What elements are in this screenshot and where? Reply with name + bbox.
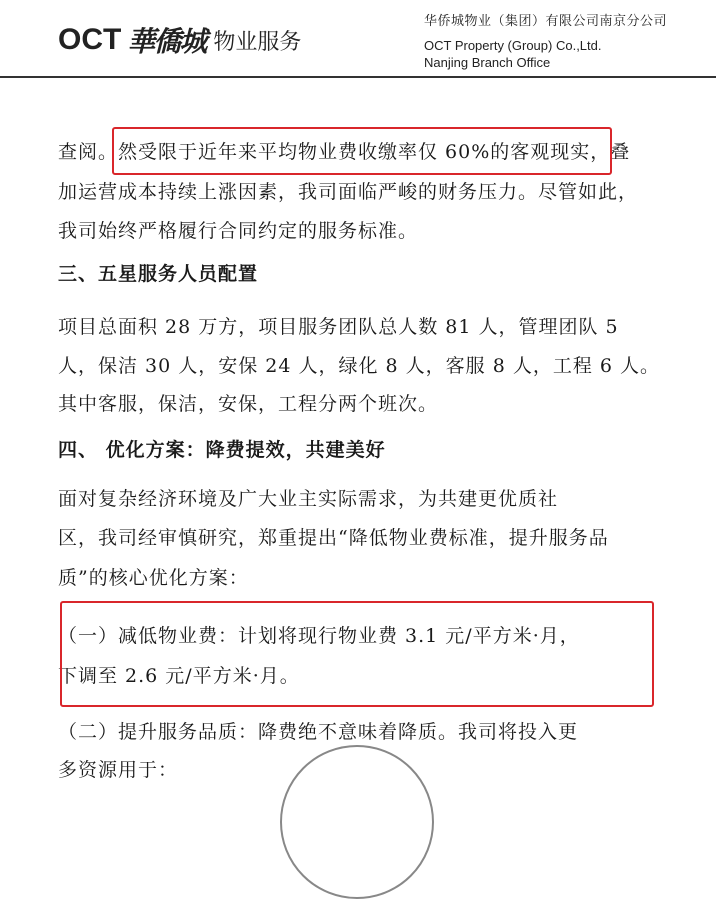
body-line-15: 多资源用于： xyxy=(58,759,179,781)
body-line-1: 查阅。然受限于近年来平均物业费收缴率仅 60%的客观现实，叠 xyxy=(58,141,631,163)
logo-oct-text: OCT xyxy=(58,23,122,56)
company-name-en: OCT Property (Group) Co.,Ltd. xyxy=(424,38,602,53)
body-line-5: 项目总面积 28 万方，项目服务团队总人数 81 人，管理团队 5 xyxy=(58,316,619,338)
highlight-box-collection-rate xyxy=(112,127,612,175)
header-divider xyxy=(0,76,716,78)
body-line-10: 区，我司经审慎研究，郑重提出“降低物业费标准，提升服务品 xyxy=(58,527,609,549)
company-logo xyxy=(58,20,301,60)
seal-stamp xyxy=(280,745,434,899)
body-line-11: 质”的核心优化方案： xyxy=(58,567,249,589)
company-name-cn: 华侨城物业（集团）有限公司南京分公司 xyxy=(424,14,668,29)
logo-brush-text: 華僑城 xyxy=(127,25,206,58)
company-branch-en: Nanjing Branch Office xyxy=(424,55,551,70)
section-heading-3: 三、五星服务人员配置 xyxy=(58,263,259,285)
body-line-12: （一）减低物业费：计划将现行物业费 3.1 元/平方米·月， xyxy=(58,625,580,647)
letterhead xyxy=(0,0,716,80)
body-line-14: （二）提升服务品质：降费绝不意味着降质。我司将投入更 xyxy=(58,721,579,743)
section-heading-4: 四、 优化方案：降费提效，共建美好 xyxy=(58,439,386,461)
body-line-9: 面对复杂经济环境及广大业主实际需求，为共建更优质社 xyxy=(58,488,559,510)
body-line-13: 下调至 2.6 元/平方米·月。 xyxy=(58,665,300,687)
body-line-7: 其中客服，保洁，安保，工程分两个班次。 xyxy=(58,393,439,415)
body-line-6: 人，保洁 30 人，安保 24 人，绿化 8 人，客服 8 人，工程 6 人。 xyxy=(58,355,661,377)
body-line-2: 加运营成本持续上涨因素，我司面临严峻的财务压力。尽管如此， xyxy=(58,181,639,203)
company-info xyxy=(424,10,667,71)
body-line-3: 我司始终严格履行合同约定的服务标准。 xyxy=(58,220,419,242)
logo-service-text: 物业服务 xyxy=(213,29,302,55)
highlight-box-fee-reduction xyxy=(60,601,654,707)
